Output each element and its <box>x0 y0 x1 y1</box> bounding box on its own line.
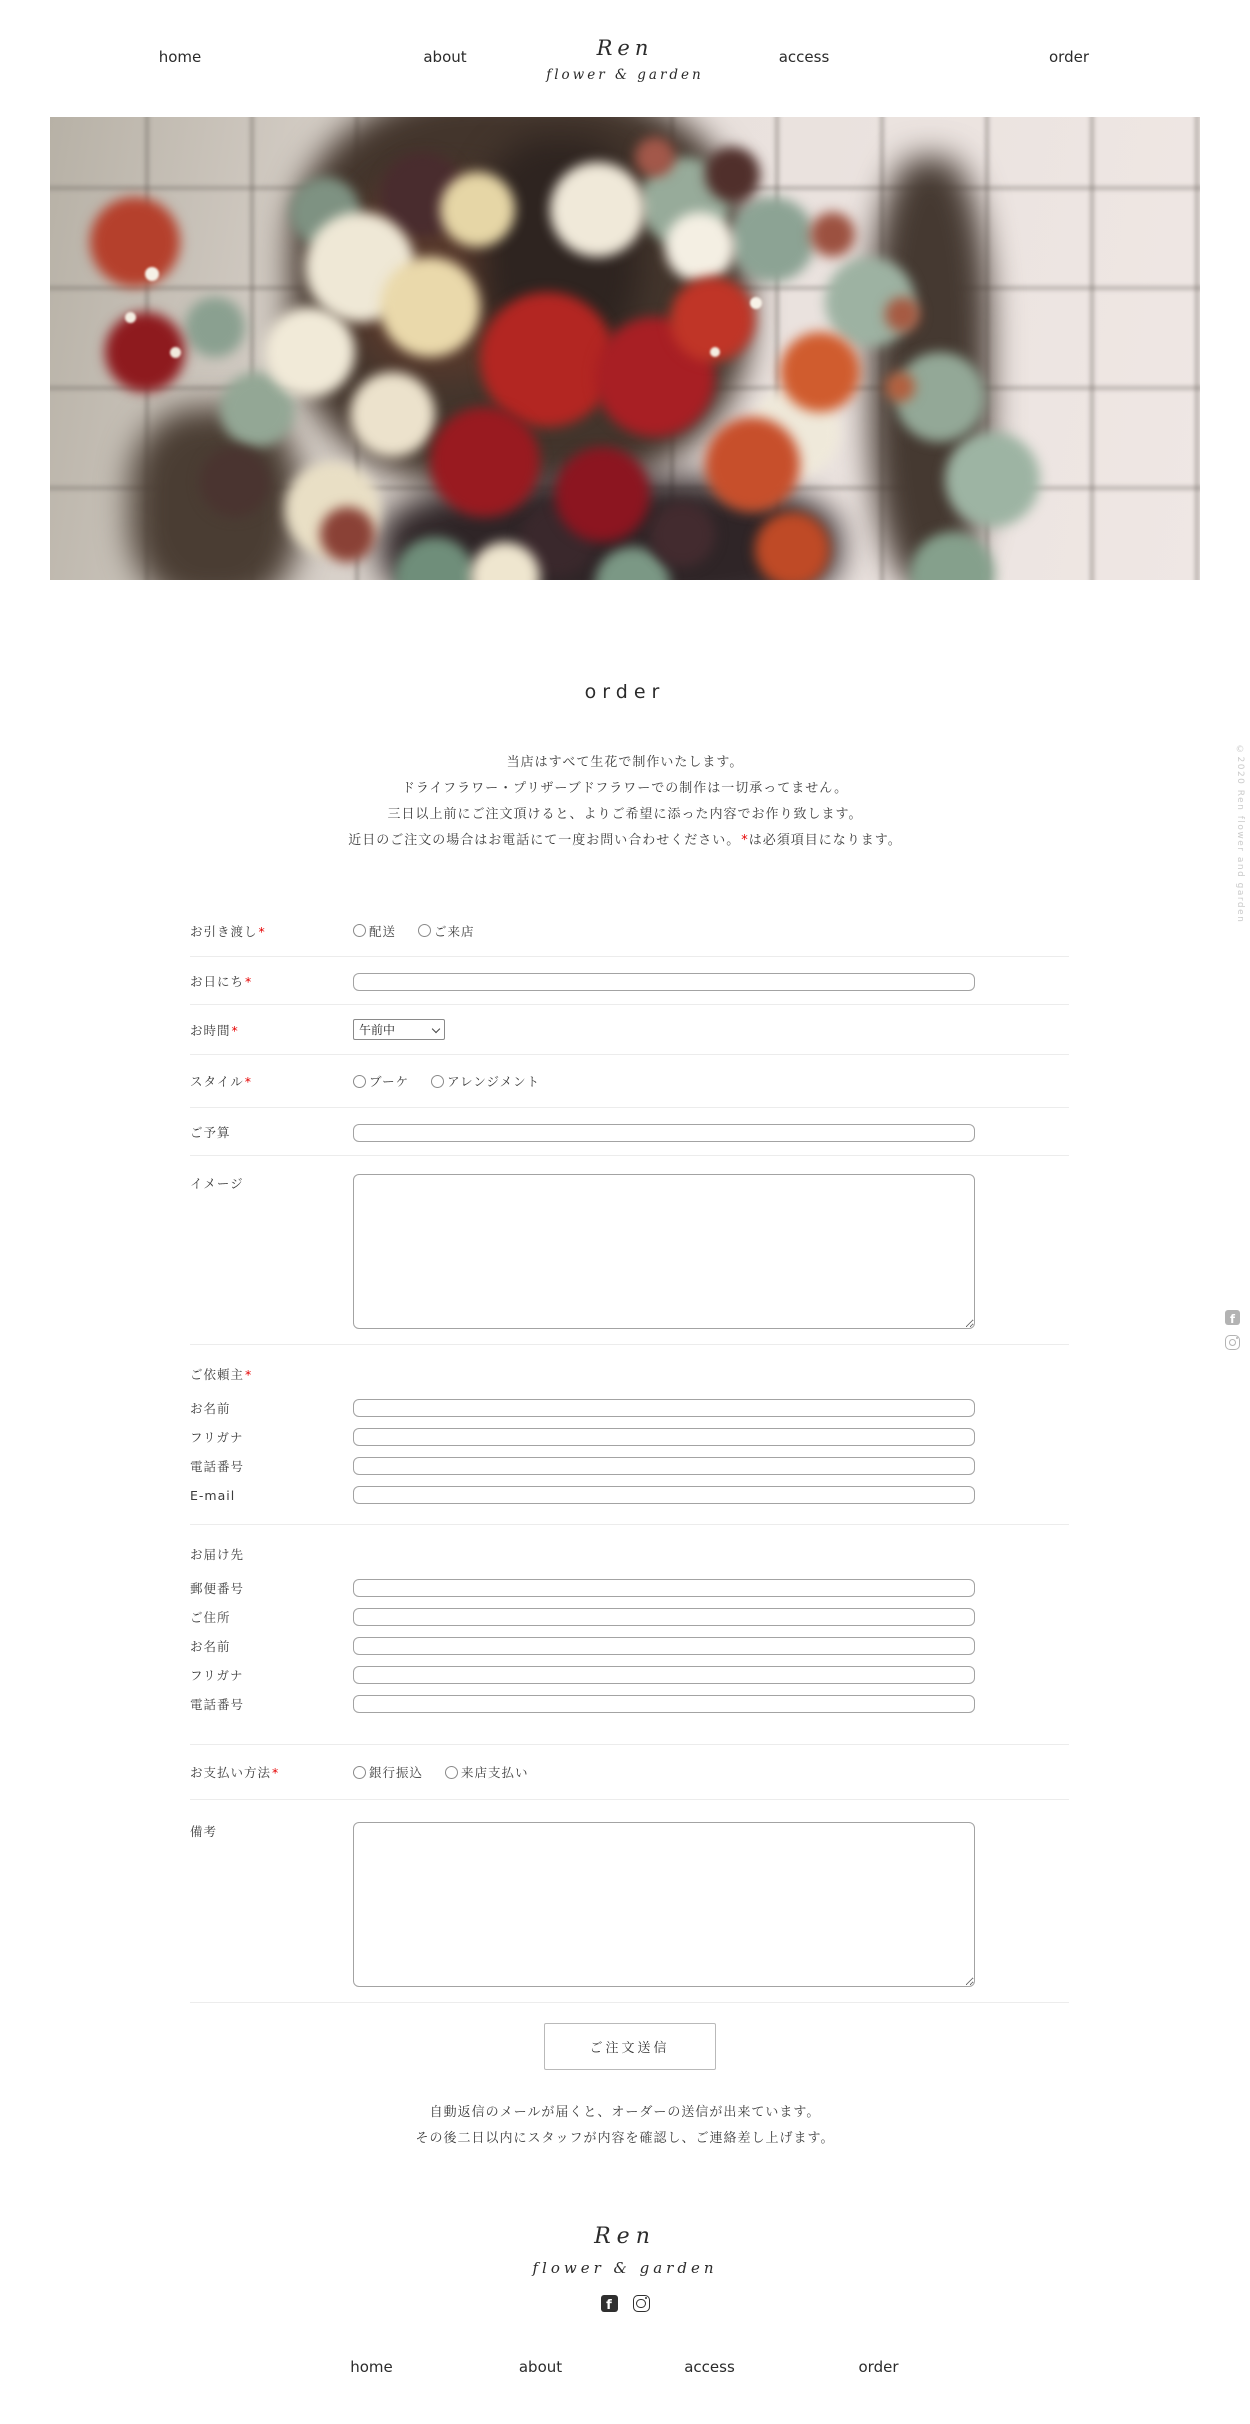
side-social-links <box>1225 1310 1240 1350</box>
instagram-icon[interactable] <box>1225 1335 1240 1350</box>
form-section-client <box>190 1345 1069 1525</box>
form-row-handover <box>190 905 1069 957</box>
footer-logo-title: Ren <box>594 2224 656 2249</box>
client-name-row <box>190 1399 1069 1417</box>
handover-option-visit[interactable]: ご来店 <box>418 922 475 940</box>
intro-line: ドライフラワー・プリザーブドフラワーでの制作は一切承ってません。 <box>401 781 849 796</box>
delivery-address-input[interactable] <box>353 1608 975 1626</box>
radio-handover-visit[interactable] <box>418 924 431 937</box>
delivery-phone-row <box>190 1695 1069 1713</box>
footer-nav-about[interactable]: about <box>518 2358 563 2376</box>
time-select[interactable] <box>353 1019 445 1040</box>
client-furigana-label: フリガナ <box>190 1430 244 1445</box>
intro-line: 三日以上前にご注文頂けると、よりご希望に添った内容でお作り致します。 <box>387 807 863 822</box>
handover-option-delivery[interactable]: 配送 <box>353 922 396 940</box>
hero-image <box>50 117 1200 580</box>
client-phone-input[interactable] <box>353 1457 975 1475</box>
after-submit-note <box>0 2100 1250 2152</box>
footer-navigation <box>0 2358 1250 2376</box>
style-option-arrangement[interactable]: アレンジメント <box>431 1072 540 1090</box>
radio-style-bouquet[interactable] <box>353 1075 366 1088</box>
form-row-notes <box>190 1800 1069 2003</box>
submit-area <box>190 2023 1069 2070</box>
nav-home[interactable]: home <box>158 48 202 66</box>
delivery-furigana-row <box>190 1666 1069 1684</box>
client-name-label: お名前 <box>190 1401 231 1416</box>
site-logo[interactable] <box>530 36 720 95</box>
footer-nav-home[interactable]: home <box>350 2358 393 2376</box>
field-label-image: イメージ <box>190 1176 244 1191</box>
form-row-time <box>190 1005 1069 1055</box>
radio-payment-pay-at-store[interactable] <box>445 1766 458 1779</box>
footer-nav-order[interactable]: order <box>858 2358 899 2376</box>
form-row-date <box>190 957 1069 1005</box>
field-label-notes: 備考 <box>190 1824 218 1839</box>
main-content <box>0 680 1250 2152</box>
nav-order[interactable]: order <box>1049 48 1089 66</box>
intro-text <box>0 750 1250 854</box>
client-name-input[interactable] <box>353 1399 975 1417</box>
footer <box>0 2152 1250 2422</box>
section-label-client: ご依頼主* <box>190 1367 253 1382</box>
payment-option-pay-at-store[interactable]: 来店支払い <box>445 1763 529 1781</box>
facebook-icon[interactable] <box>1225 1310 1240 1325</box>
intro-line: 近日のご注文の場合はお電話にて一度お問い合わせください。*は必須項目になります。 <box>348 833 902 848</box>
image-textarea[interactable] <box>353 1174 975 1329</box>
field-label-style: スタイル* <box>190 1074 253 1089</box>
logo-title: Ren <box>596 36 654 60</box>
form-row-image <box>190 1156 1069 1345</box>
form-row-budget <box>190 1108 1069 1156</box>
payment-option-bank-transfer[interactable]: 銀行振込 <box>353 1763 423 1781</box>
form-row-payment <box>190 1745 1069 1800</box>
page-title: order <box>584 681 666 703</box>
instagram-icon[interactable] <box>633 2295 650 2312</box>
date-input[interactable] <box>353 973 975 991</box>
delivery-furigana-input[interactable] <box>353 1666 975 1684</box>
intro-line: 当店はすべて生花で制作いたします。 <box>506 755 744 770</box>
delivery-furigana-label: フリガナ <box>190 1668 244 1683</box>
client-email-label: E-mail <box>190 1487 236 1503</box>
radio-payment-bank-transfer[interactable] <box>353 1766 366 1779</box>
client-email-input[interactable] <box>353 1486 975 1504</box>
footer-nav-access[interactable]: access <box>684 2358 735 2376</box>
client-furigana-row <box>190 1428 1069 1446</box>
delivery-address-row <box>190 1608 1069 1626</box>
copyright-vertical-text: ©2020 Ren flower and garden <box>1235 745 1245 924</box>
after-note-line: 自動返信のメールが届くと、オーダーの送信が出来ています。 <box>429 2105 821 2120</box>
field-label-payment: お支払い方法* <box>190 1765 280 1780</box>
radio-style-arrangement[interactable] <box>431 1075 444 1088</box>
required-mark: * <box>741 833 749 848</box>
radio-handover-delivery[interactable] <box>353 924 366 937</box>
submit-order-button[interactable]: ご注文送信 <box>544 2023 716 2070</box>
field-label-time: お時間* <box>190 1022 239 1038</box>
delivery-phone-input[interactable] <box>353 1695 975 1713</box>
facebook-icon[interactable] <box>601 2295 618 2312</box>
client-phone-label: 電話番号 <box>190 1459 245 1474</box>
field-label-budget: ご予算 <box>190 1124 231 1140</box>
footer-social-links <box>0 2295 1250 2312</box>
field-label-date: お日にち* <box>190 973 253 989</box>
client-phone-row <box>190 1457 1069 1475</box>
section-label-delivery: お届け先 <box>190 1547 245 1562</box>
delivery-postal-row <box>190 1579 1069 1597</box>
client-furigana-input[interactable] <box>353 1428 975 1446</box>
delivery-address-label: ご住所 <box>190 1610 231 1625</box>
delivery-name-row <box>190 1637 1069 1655</box>
nav-about[interactable]: about <box>423 48 467 66</box>
notes-textarea[interactable] <box>353 1822 975 1987</box>
header <box>0 0 1250 95</box>
delivery-phone-label: 電話番号 <box>190 1697 245 1712</box>
delivery-postal-code-input[interactable] <box>353 1579 975 1597</box>
field-label-handover: お引き渡し* <box>190 923 266 939</box>
budget-input[interactable] <box>353 1124 975 1142</box>
order-form <box>190 905 1069 2070</box>
form-section-delivery <box>190 1525 1069 1745</box>
delivery-name-label: お名前 <box>190 1639 231 1654</box>
footer-logo-subtitle: flower & garden <box>532 2259 718 2277</box>
nav-access[interactable]: access <box>778 48 830 66</box>
form-row-style <box>190 1055 1069 1108</box>
after-note-line: その後二日以内にスタッフが内容を確認し、ご連絡差し上げます。 <box>415 2131 835 2146</box>
logo-subtitle: flower & garden <box>546 67 704 83</box>
delivery-name-input[interactable] <box>353 1637 975 1655</box>
style-option-bouquet[interactable]: ブーケ <box>353 1072 409 1090</box>
delivery-postal-label: 郵便番号 <box>190 1581 245 1596</box>
top-navigation <box>0 0 1250 95</box>
client-email-row <box>190 1486 1069 1504</box>
